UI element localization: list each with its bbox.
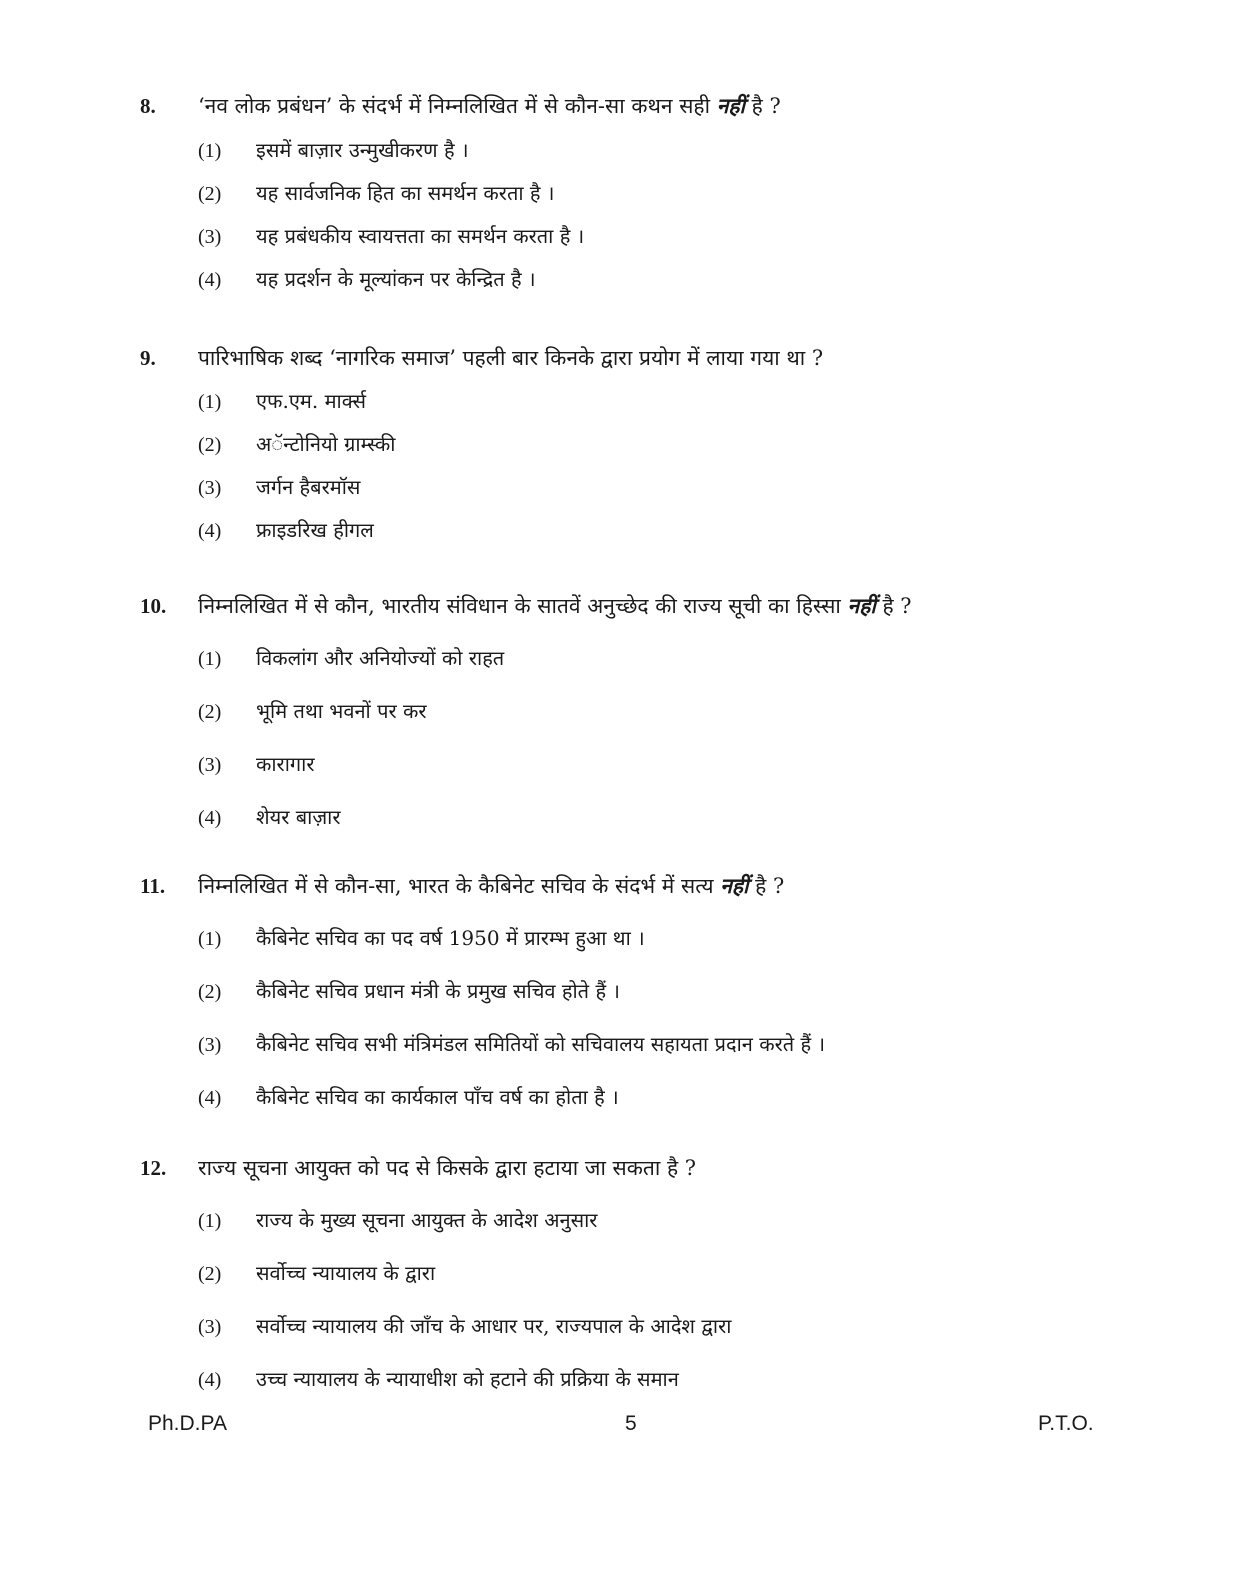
option-text: कैबिनेट सचिव का पद वर्ष 1950 में प्रारम्भ हुआ था । bbox=[256, 926, 645, 950]
option-text: कैबिनेट सचिव सभी मंत्रिमंडल समितियों को सचिवालय सहायता प्रदान करते हैं । bbox=[256, 1032, 826, 1056]
option-number: (4) bbox=[198, 520, 222, 542]
question-text bbox=[198, 1154, 1140, 1182]
option-item bbox=[198, 803, 1140, 832]
option-text: फ्राइडरिख हीगल bbox=[256, 518, 374, 542]
option-text: अॅन्टोनियो ग्राम्स्की bbox=[256, 432, 396, 456]
option-item bbox=[198, 644, 1140, 673]
option-text: विकलांग और अनियोज्यों को राहत bbox=[256, 646, 505, 670]
option-number: (1) bbox=[198, 1210, 222, 1232]
option-list bbox=[198, 924, 1140, 1112]
option-item bbox=[198, 977, 1140, 1006]
option-item bbox=[198, 1259, 1140, 1288]
question-number: 8. bbox=[140, 94, 156, 118]
option-text: शेयर बाज़ार bbox=[256, 805, 341, 829]
question-text-main: निम्नलिखित में से कौन-सा, भारत के कैबिनेट सचिव के संदर्भ में सत्य bbox=[198, 874, 714, 898]
option-item bbox=[198, 1206, 1140, 1235]
question-text bbox=[198, 592, 1140, 620]
option-text: कारागार bbox=[256, 752, 315, 776]
question-text-main: ‘नव लोक प्रबंधन’ के संदर्भ में निम्नलिखित में से कौन-सा कथन सही bbox=[198, 94, 711, 118]
option-text: यह प्रबंधकीय स्वायत्तता का समर्थन करता है । bbox=[256, 224, 585, 248]
option-text: कैबिनेट सचिव प्रधान मंत्री के प्रमुख सचिव होते हैं । bbox=[256, 979, 620, 1003]
option-list bbox=[198, 387, 1140, 545]
option-text: उच्च न्यायालय के न्यायाधीश को हटाने की प्रक्रिया के समान bbox=[256, 1367, 679, 1391]
option-number: (1) bbox=[198, 140, 222, 162]
option-number: (4) bbox=[198, 807, 222, 829]
question-number: 11. bbox=[140, 874, 166, 898]
option-number: (4) bbox=[198, 269, 222, 291]
option-list bbox=[198, 1206, 1140, 1394]
option-number: (1) bbox=[198, 928, 222, 950]
option-number: (3) bbox=[198, 226, 222, 248]
option-item bbox=[198, 265, 1140, 294]
option-text: यह सार्वजनिक हित का समर्थन करता है । bbox=[256, 181, 555, 205]
question-text-end: है ? bbox=[751, 94, 781, 118]
option-item bbox=[198, 750, 1140, 779]
option-item bbox=[198, 136, 1140, 165]
question-text-main: निम्नलिखित में से कौन, भारतीय संविधान के सातवें अनुच्छेद की राज्य सूची का हिस्सा bbox=[198, 594, 841, 618]
option-item bbox=[198, 1365, 1140, 1394]
option-item bbox=[198, 222, 1140, 251]
option-number: (3) bbox=[198, 1316, 222, 1338]
question-emphasis: नहीं bbox=[716, 93, 745, 118]
option-item bbox=[198, 179, 1140, 208]
question-number: 10. bbox=[140, 594, 167, 618]
question-text bbox=[198, 344, 1140, 372]
question-text-main: पारिभाषिक शब्द ‘नागरिक समाज’ पहली बार किनके द्वारा प्रयोग में लाया गया था ? bbox=[198, 346, 824, 370]
option-item bbox=[198, 924, 1140, 953]
option-text: यह प्रदर्शन के मूल्यांकन पर केन्द्रित है । bbox=[256, 267, 536, 291]
option-number: (1) bbox=[198, 648, 222, 670]
option-number: (2) bbox=[198, 183, 222, 205]
option-number: (4) bbox=[198, 1087, 222, 1109]
option-item bbox=[198, 387, 1140, 416]
question-11 bbox=[140, 872, 1140, 1112]
option-text: भूमि तथा भवनों पर कर bbox=[256, 699, 427, 723]
option-item bbox=[198, 430, 1140, 459]
option-text: जर्गन हैबरमॉस bbox=[256, 475, 361, 499]
option-number: (3) bbox=[198, 754, 222, 776]
option-number: (3) bbox=[198, 477, 222, 499]
question-text-end: है ? bbox=[755, 874, 785, 898]
question-emphasis: नहीं bbox=[847, 593, 876, 618]
option-number: (4) bbox=[198, 1369, 222, 1391]
question-stem bbox=[140, 592, 1140, 620]
question-12 bbox=[140, 1154, 1140, 1394]
question-number: 9. bbox=[140, 346, 156, 370]
option-number: (2) bbox=[198, 701, 222, 723]
option-text: सर्वोच्च न्यायालय के द्वारा bbox=[256, 1261, 436, 1285]
option-item bbox=[198, 473, 1140, 502]
option-number: (2) bbox=[198, 981, 222, 1003]
option-list bbox=[198, 136, 1140, 294]
question-text-main: राज्य सूचना आयुक्त को पद से किसके द्वारा हटाया जा सकता है ? bbox=[198, 1156, 697, 1180]
option-text: सर्वोच्च न्यायालय की जाँच के आधार पर, राज्यपाल के आदेश द्वारा bbox=[256, 1314, 732, 1338]
option-item bbox=[198, 516, 1140, 545]
paper-code: Ph.D.PA bbox=[148, 1412, 227, 1435]
option-item bbox=[198, 1030, 1140, 1059]
question-stem bbox=[140, 1154, 1140, 1182]
option-text: कैबिनेट सचिव का कार्यकाल पाँच वर्ष का होता है । bbox=[256, 1085, 619, 1109]
option-item bbox=[198, 1312, 1140, 1341]
option-text: इसमें बाज़ार उन्मुखीकरण है । bbox=[256, 138, 469, 162]
option-number: (2) bbox=[198, 434, 222, 456]
page-footer bbox=[0, 1412, 1240, 1446]
option-text: एफ.एम. मार्क्स bbox=[256, 389, 367, 413]
question-number: 12. bbox=[140, 1156, 167, 1180]
question-emphasis: नहीं bbox=[720, 873, 749, 898]
question-stem bbox=[140, 872, 1140, 900]
question-text bbox=[198, 92, 1140, 120]
option-item bbox=[198, 1083, 1140, 1112]
option-text: राज्य के मुख्य सूचना आयुक्त के आदेश अनुसार bbox=[256, 1208, 598, 1232]
page-number: 5 bbox=[625, 1412, 637, 1435]
option-list bbox=[198, 644, 1140, 832]
option-number: (2) bbox=[198, 1263, 222, 1285]
option-number: (1) bbox=[198, 391, 222, 413]
question-text bbox=[198, 872, 1140, 900]
question-stem bbox=[140, 344, 1140, 372]
question-stem bbox=[140, 92, 1140, 120]
please-turn-over: P.T.O. bbox=[1038, 1412, 1094, 1435]
option-number: (3) bbox=[198, 1034, 222, 1056]
question-9 bbox=[140, 344, 1140, 545]
option-item bbox=[198, 697, 1140, 726]
question-8 bbox=[140, 92, 1140, 294]
question-text-end: है ? bbox=[882, 594, 912, 618]
question-10 bbox=[140, 592, 1140, 832]
